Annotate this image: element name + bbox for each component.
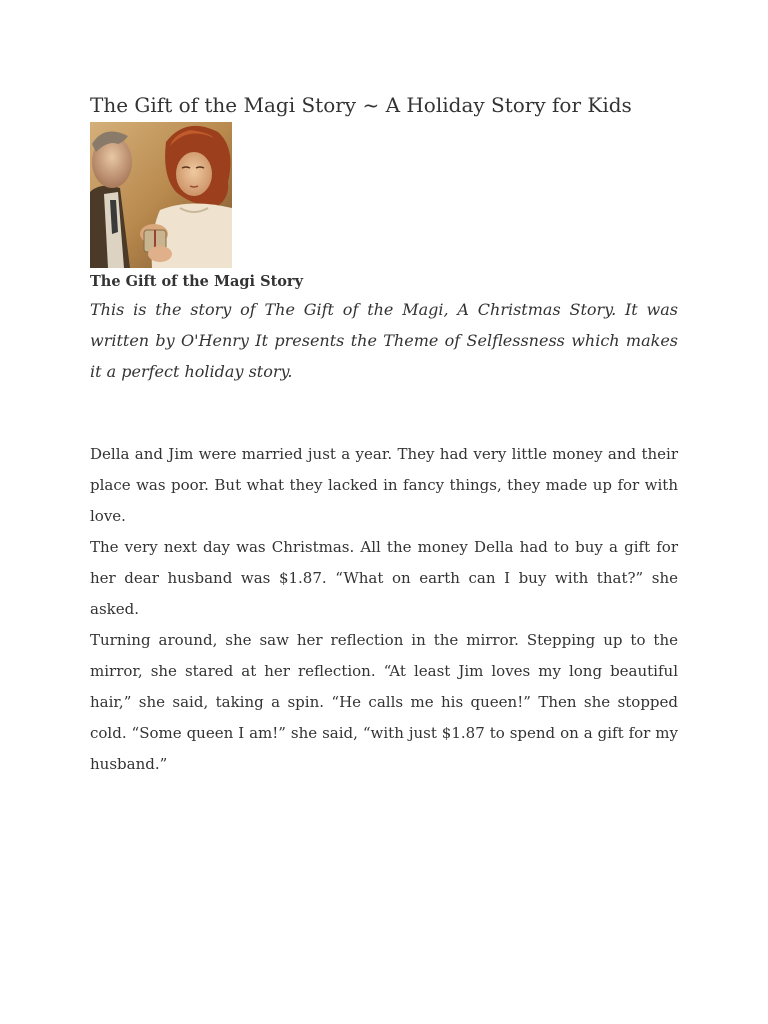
document-page [90,90,678,780]
story-intro: This is the story of The Gift of the Magi, A Christmas Story. It was written by O'Henry It presents the Theme of Selflessness which makes it a perfect holiday story. [90,300,678,381]
story-illustration-image [90,122,232,268]
document-title: The Gift of the Magi Story ~ A Holiday Story for Kids [90,93,632,117]
story-paragraph-2: The very next day was Christmas. All the money Della had to buy a gift for her dear husband was $1.87. “What on earth can I buy with that?” she asked. [90,538,678,618]
story-paragraph-1: Della and Jim were married just a year. They had very little money and their place was poor. But what they lacked in fancy things, they made up for with love. [90,445,678,525]
story-subheading: The Gift of the Magi Story [90,273,303,290]
paragraph-spacer [90,387,678,439]
story-paragraph-3: Turning around, she saw her reflection in the mirror. Stepping up to the mirror, she stared at her reflection. “At least Jim loves my long beautiful hair,” she said, taking a spin. “He calls me his queen!” Then she stopped cold. “Some queen I am!” she said, “with just $1.87 to spend on a gift for my husband.” [90,631,678,773]
